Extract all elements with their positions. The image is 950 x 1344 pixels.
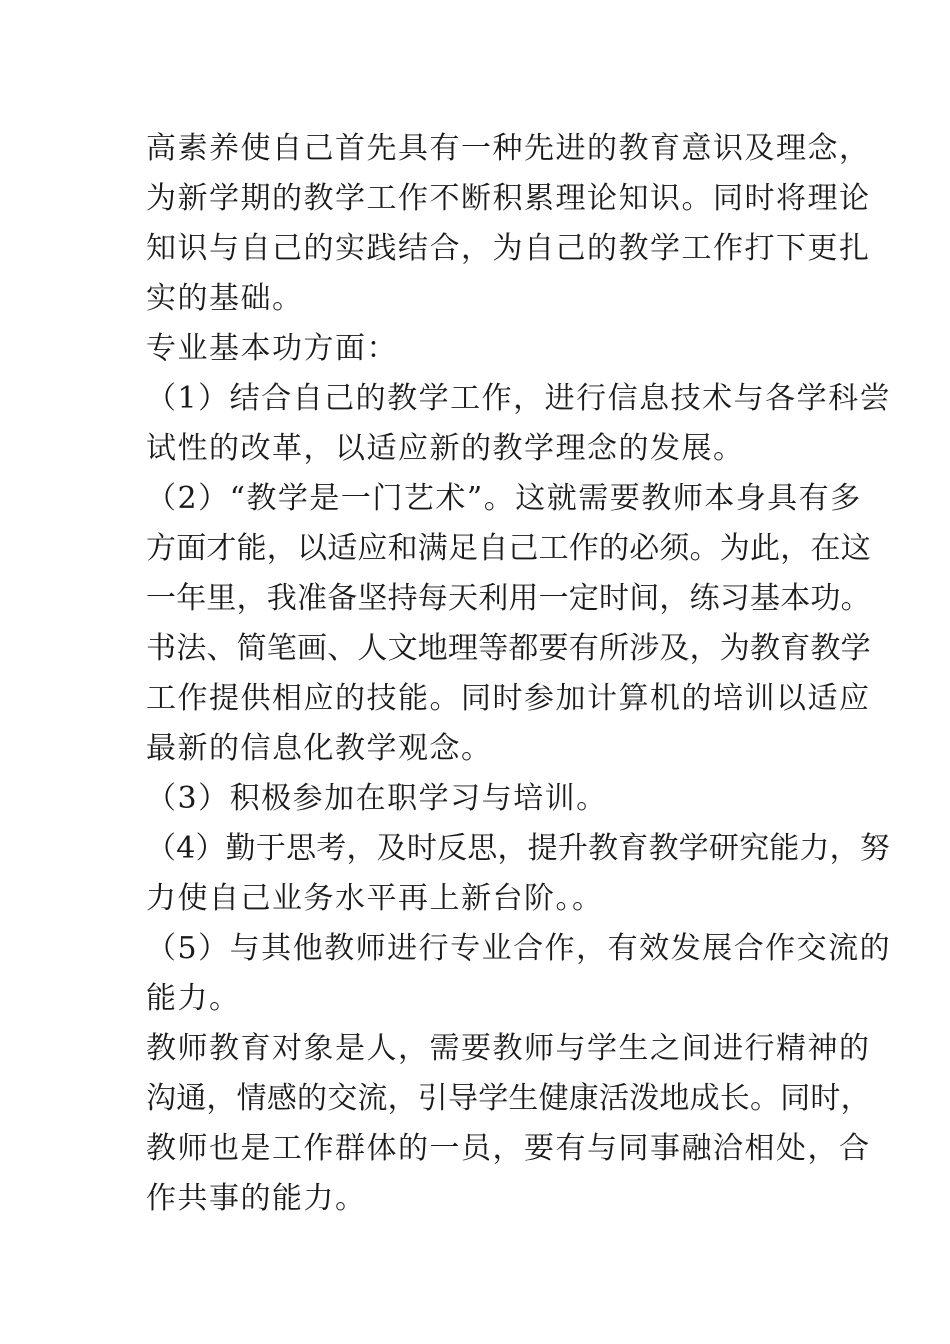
list-item-3: （3）积极参加在职学习与培训。 <box>146 781 608 816</box>
text-line: 工作提供相应的技能。同时参加计算机的培训以适应 <box>146 681 871 716</box>
list-item-5: （5）与其他教师进行专业合作，有效发展合作交流的 <box>146 931 892 966</box>
section-heading: 专业基本功方面： <box>146 331 398 366</box>
list-item-1: （1）结合自己的教学工作，进行信息技术与各学科尝 <box>146 381 892 416</box>
text-line: 实的基础。 <box>146 281 304 316</box>
text-line: 沟通，情感的交流，引导学生健康活泼地成长。同时， <box>146 1081 871 1116</box>
text-line: 方面才能，以适应和满足自己工作的必须。为此，在这 <box>146 531 871 566</box>
text-line: 知识与自己的实践结合，为自己的教学工作打下更扎 <box>146 231 871 266</box>
list-item-4: （4）勤于思考，及时反思，提升教育教学研究能力，努 <box>146 831 891 866</box>
list-item-2: （2）“教学是一门艺术”。这就需要教师本身具有多 <box>146 481 862 516</box>
text-line: 力使自己业务水平再上新台阶。。 <box>146 881 604 916</box>
text-line: 一年里，我准备坚持每天利用一定时间，练习基本功。 <box>146 581 871 616</box>
text-line: 教师也是工作群体的一员，要有与同事融洽相处，合 <box>146 1131 871 1166</box>
text-line: 能力。 <box>146 981 241 1016</box>
text-line: 作共事的能力。 <box>146 1181 367 1216</box>
text-line: 高素养使自己首先具有一种先进的教育意识及理念， <box>146 131 871 166</box>
text-line: 教师教育对象是人，需要教师与学生之间进行精神的 <box>146 1031 871 1066</box>
text-line: 最新的信息化教学观念。 <box>146 731 493 766</box>
text-line: 试性的改革，以适应新的教学理念的发展。 <box>146 431 745 466</box>
document-body <box>146 124 892 1224</box>
text-line: 书法、简笔画、人文地理等都要有所涉及，为教育教学 <box>146 631 871 666</box>
text-line: 为新学期的教学工作不断积累理论知识。同时将理论 <box>146 181 871 216</box>
